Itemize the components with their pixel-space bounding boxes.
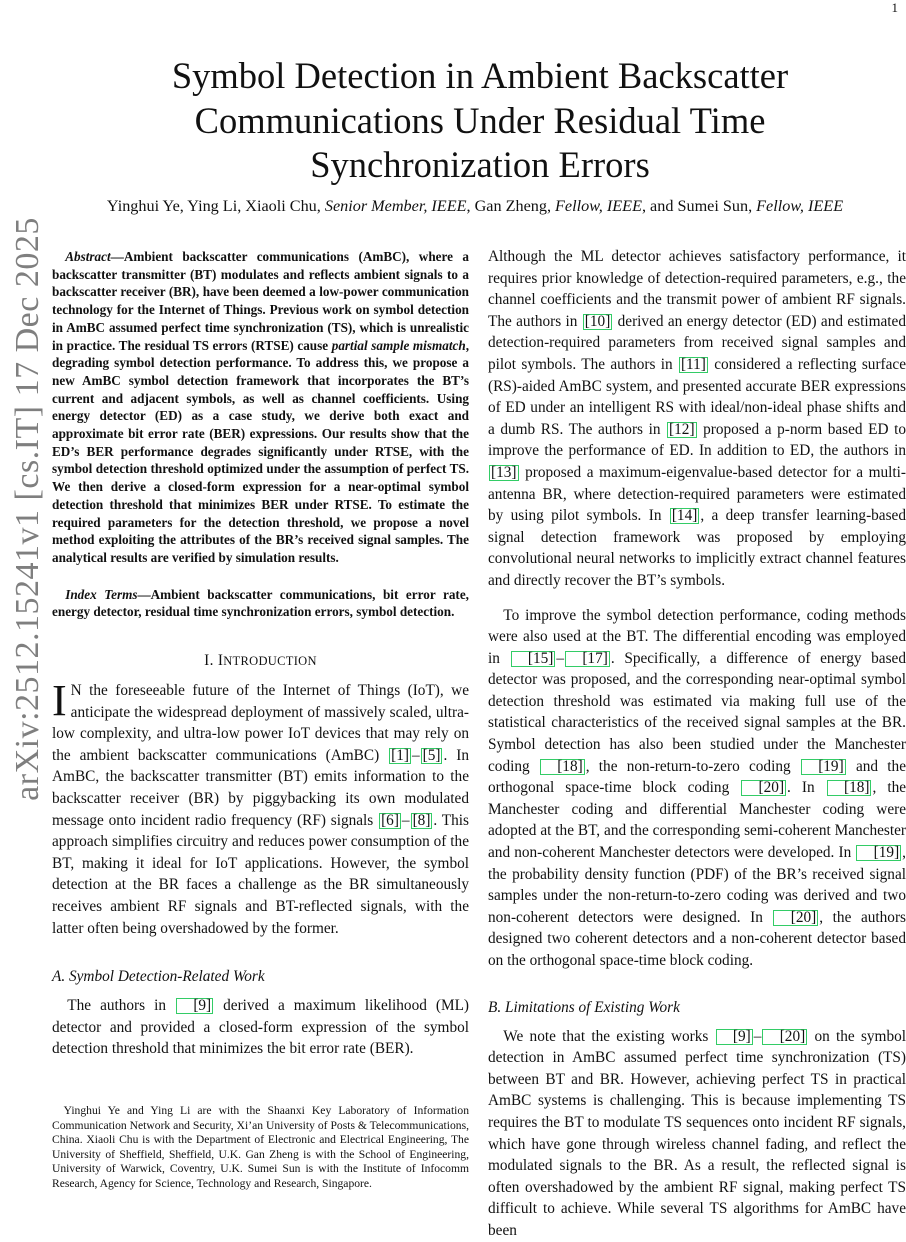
arxiv-stamp: arXiv:2512.15241v1 [cs.IT] 17 Dec 2025 (9, 217, 46, 801)
right-paragraph-1: Although the ML detector achieves satisfactory performance, it requires prior knowledge of detection-required parameters, e.g., the channel coefficients and the transmit power of ambient RF signals. The authors in [10] derived an energy detector (ED) and estimated detection-required parameters from received signal samples and pilot symbols. The authors in [11] considered a reflecting surface (RS)-aided AmBC system, and presented accurate BER expressions of ED under an intelligent RS with ideal/non-ideal phase shifts and a dumb RS. The authors in [12] proposed a p-norm based ED to improve the performance of ED. In addition to ED, the authors in [13] proposed a maximum-eigenvalue-based detector for a multi-antenna BR, where detection-required parameters were estimated by using pilot symbols. In [14] , a deep transfer learning-based signal detection framework was proposed by employing convolutional neural networks to implicitly extract channel features and directly recover the BT’s symbols. (488, 248, 906, 589)
citation-link[interactable]: [9] (716, 1029, 753, 1045)
citation-link[interactable]: [15] (511, 651, 556, 667)
citation-link[interactable]: [9] (176, 998, 213, 1014)
citation-link[interactable]: [8] (412, 811, 431, 829)
drop-cap: I (52, 676, 67, 726)
citation-link[interactable]: [18] (827, 780, 872, 796)
author-line: Yinghui Ye, Ying Li, Xiaoli Chu, Senior Member, IEEE, Gan Zheng, Fellow, IEEE, and Sumei Sun, Fellow, IEEE (106, 197, 844, 215)
citation-link[interactable]: [20] (773, 910, 818, 926)
citation-link[interactable]: [5] (422, 746, 441, 764)
subsection-heading-b: B. Limitations of Existing Work (488, 998, 680, 1016)
citation-link[interactable]: [12] (669, 420, 695, 438)
citation-link[interactable]: [18] (540, 759, 585, 775)
intro-paragraph: I N the foreseeable future of the Internet of Things (IoT), we anticipate the widespread deployment of massively scaled, ultra-low complexity, and ultra-low power IoT devices that may rely on the ambient backscatter communications (AmBC) [1] – [5] . In AmBC, the backscatter transmitter (BT) emits information to the backscatter receiver (BR) by piggybacking its own modulated message onto incident radio frequency (RF) signals [6] – [8] . This approach simplifies circuitry and reduces power consumption of the BT, making it ideal for IoT applications. However, the symbol detection at the BR faces a challenge as the BR simultaneously receives ambient RF signals and BT-reflected signals, with the latter often being overshadowed by the former. (52, 676, 469, 937)
citation-link[interactable]: [6] (381, 811, 399, 829)
page-number: 1 (891, 0, 898, 15)
citation-link[interactable]: [10] (584, 312, 611, 330)
citation-link[interactable]: [20] (762, 1029, 807, 1045)
related-work-paragraph: The authors in [9] derived a maximum likelihood (ML) detector and provided a closed-form expression of the symbol detection threshold that minimizes the bit error rate (BER). (52, 997, 470, 1058)
subsection-heading-a: A. Symbol Detection-Related Work (52, 968, 265, 986)
citation-link[interactable]: [1] (391, 746, 409, 764)
right-column (488, 246, 906, 1242)
section-heading-introduction: I. INTRODUCTION (204, 652, 317, 670)
citation-link[interactable]: [17] (565, 651, 610, 667)
citation-link[interactable]: [14] (671, 507, 698, 525)
paper-title: Symbol Detection in Ambient Backscatter Communications Under Residual Time Synchronization Errors (171, 55, 789, 185)
index-terms: Index Terms—Ambient backscatter communications, bit error rate, energy detector, residual time synchronization errors, symbol detection. (52, 586, 469, 620)
left-column (52, 248, 469, 1060)
citation-link[interactable]: [20] (741, 780, 786, 796)
abstract: Abstract—Ambient backscatter communications (AmBC), where a backscatter transmitter (BT) modulates and reflects ambient signals to a backscatter receiver (BR), have been deemed a low-power communication technology for the Internet of Things. Previous work on symbol detection in AmBC assumed perfect time synchronization (TS), which is unrealistic in practice. The residual TS errors (RTSE) cause partial sample mismatch, degrading symbol detection performance. To address this, we propose a new AmBC symbol detection framework that incorporates the BT’s current and adjacent symbols, as well as channel coefficients. Using energy detector (ED) as a case study, we derive both exact and approximate bit error rate (BER) expressions. Our results show that the ED’s BER performance degrades significantly under RTSE, with the symbol detection threshold optimized under the assumption of perfect TS. We then derive a closed-form expression for a near-optimal symbol detection threshold that minimizes BER under RTSE. To estimate the required parameters for the detection threshold, we propose a novel method exploiting the attributes of the BR’s received signal samples. The analytical results are verified by simulation results. (52, 249, 469, 565)
citation-link[interactable]: [19] (856, 845, 901, 861)
right-paragraph-2: To improve the symbol detection performance, coding methods were also used at the BT. The differential encoding was employed in [15] – [17] . Specifically, a difference of energy based detector was proposed, and the corresponding near-optimal symbol detection threshold was estimated via making full use of the statistical characteristics of the received signal samples at the BR. Symbol detection has also been studied under the Manchester coding [18] , the non-return-to-zero coding [19] and the orthogonal space-time block coding [20] . In [18] , the Manchester coding and differential Manchester coding were adopted at the BT, and the corresponding semi-coherent Manchester and non-coherent Manchester detectors were developed. In [19] , the probability density function (PDF) of the BR’s received signal samples under the non-return-to-zero coding was derived and two non-coherent detectors were designed. In [20] , the authors designed two coherent detectors and a non-coherent detector based on the orthogonal space-time block coding. (488, 606, 906, 969)
right-paragraph-3: We note that the existing works [9] – [20] on the symbol detection in AmBC assumed perfect time synchronization (TS) between BT and BR. However, achieving perfect TS in practical AmBC systems is challenging. This is because implementing TS requires the BT to modulate TS sequences onto incident RF signals, which have gone through wireless channel fading, and reflect the modulated signals to the BR. As a result, the reflected signal is often overshadowed by the ambient RF signal, making perfect TS difficult to achieve. While several TS algorithms for AmBC have been (488, 1027, 906, 1239)
citation-link[interactable]: [11] (680, 355, 706, 373)
citation-link[interactable]: [19] (801, 759, 846, 775)
citation-link[interactable]: [13] (491, 463, 517, 481)
footnote: Yinghui Ye and Ying Li are with the Shaanxi Key Laboratory of Information Communication Network and Security, Xi’an University of Posts & Telecommunications, China. Xiaoli Chu is with the Department of Electronic and Electrical Engineering, The University of Sheffield, Sheffield, U.K. Gan Zheng is with the School of Engineering, University of Warwick, Coventry, U.K. Sumei Sun is with the Institute of Infocomm Research, Agency for Science, Technology and Research, Singapore. (52, 1104, 469, 1190)
